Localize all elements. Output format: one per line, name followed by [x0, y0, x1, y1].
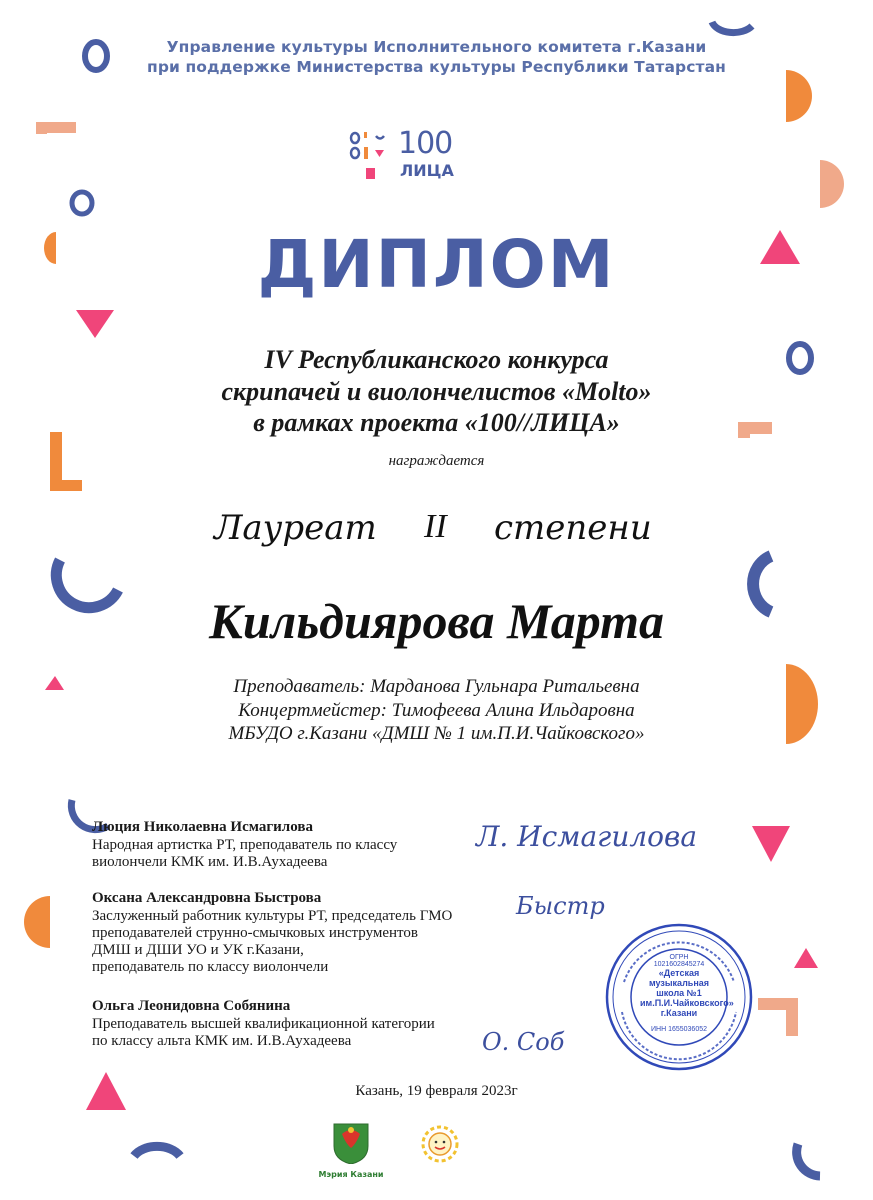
shape-o-blue — [72, 192, 92, 214]
contest-line-2: скрипачей и виолончелистов «Molto» — [221, 377, 652, 406]
contest-line-1: IV Республиканского конкурса — [264, 345, 609, 374]
signatory-1-title-line-1: Народная артистка РТ, преподаватель по классу — [92, 837, 398, 853]
shape-halfcircle-orange — [786, 70, 812, 122]
contest-line-3: в рамках проекта «100//ЛИЦА» — [253, 408, 620, 437]
project-logo — [346, 128, 476, 184]
header-line-2: при поддержке Министерства культуры Республики Татарстан — [147, 58, 726, 76]
sun-emblem-icon — [418, 1122, 462, 1166]
stamp-center-line-1: «Детская — [658, 968, 700, 978]
signatory-3-name: Ольга Леонидовна Собянина — [92, 998, 291, 1014]
signatory-1-title-line-2: виолончели КМК им. И.В.Аухадеева — [92, 854, 328, 870]
kazan-mayor-label: Мэрия Казани — [318, 1170, 384, 1179]
accompanist-line: Концертмейстер: Тимофеева Алина Ильдаровна — [238, 700, 635, 721]
shape-arc-blue — [134, 1146, 180, 1156]
teacher-line: Преподаватель: Марданова Гульнара Ритальевна — [233, 676, 640, 697]
shape-l-peach — [758, 998, 798, 1036]
shape-bar-peach — [36, 122, 47, 134]
logo-word: ЛИЦА — [400, 161, 454, 180]
official-stamp — [604, 922, 754, 1072]
stamp-center-line-3: им.П.И.Чайковского» — [640, 998, 734, 1008]
signatory-2-title-line-3: ДМШ и ДШИ УО и УК г.Казани, — [92, 942, 304, 958]
logo-mark-icon — [346, 128, 398, 184]
awarded-label: награждается — [388, 453, 485, 469]
sun-emblem — [418, 1122, 462, 1166]
signatory-1-signature: Л. Исмагилова — [476, 820, 698, 853]
school-line: МБУДО г.Казани «ДМШ № 1 им.П.И.Чайковского» — [228, 723, 645, 744]
recipient-name: Кильдиярова Марта — [208, 593, 665, 649]
laureate-word: Лауреат — [214, 508, 377, 548]
stamp-center-line-4: г.Казани — [660, 1008, 698, 1018]
shape-halfcircle-peach — [820, 160, 844, 208]
shape-triangle-pink — [76, 310, 114, 338]
stamp-ogrn: ОГРН 1021602845274 — [653, 954, 705, 968]
signatory-2-signature: Быстр — [516, 892, 605, 920]
signatory-1-name: Люция Николаевна Исмагилова — [92, 819, 313, 835]
kazan-coat-of-arms-icon — [332, 1122, 370, 1164]
shape-arc-blue — [797, 1144, 820, 1176]
signatory-3-title-line-2: по классу альта КМК им. И.В.Аухадеева — [92, 1033, 352, 1049]
stamp-inn: ИНН 1655036052 — [650, 1026, 708, 1033]
stamp-center-line-2: музыкальная школа №1 — [648, 978, 710, 998]
diploma-title: ДИПЛОМ — [257, 226, 616, 303]
shape-arc-blue — [712, 22, 752, 33]
signatory-3-title-line-1: Преподаватель высшей квалификационной категории — [92, 1016, 435, 1032]
laureate-degree: II — [424, 508, 447, 545]
signatory-3-signature: О. Соб — [482, 1028, 565, 1056]
date-line: Казань, 19 февраля 2023г — [355, 1083, 518, 1099]
shape-halfcircle-orange — [24, 896, 50, 948]
signatory-2-title-line-2: преподавателей струнно-смычковых инструментов — [92, 925, 418, 941]
signatory-2-name: Оксана Александровна Быстрова — [92, 890, 322, 906]
shape-triangle-pink — [752, 826, 790, 862]
header-line-1: Управление культуры Исполнительного комитета г.Казани — [166, 38, 707, 56]
laureate-degree-word: степени — [494, 508, 652, 548]
kazan-mayor-logo — [316, 1122, 386, 1182]
signatory-2-title-line-1: Заслуженный работник культуры РТ, председатель ГМО — [92, 908, 453, 924]
shape-triangle-pink — [794, 948, 818, 968]
logo-number: 100 — [398, 126, 453, 161]
signatory-2-title-line-4: преподаватель по классу виолончели — [92, 959, 329, 975]
